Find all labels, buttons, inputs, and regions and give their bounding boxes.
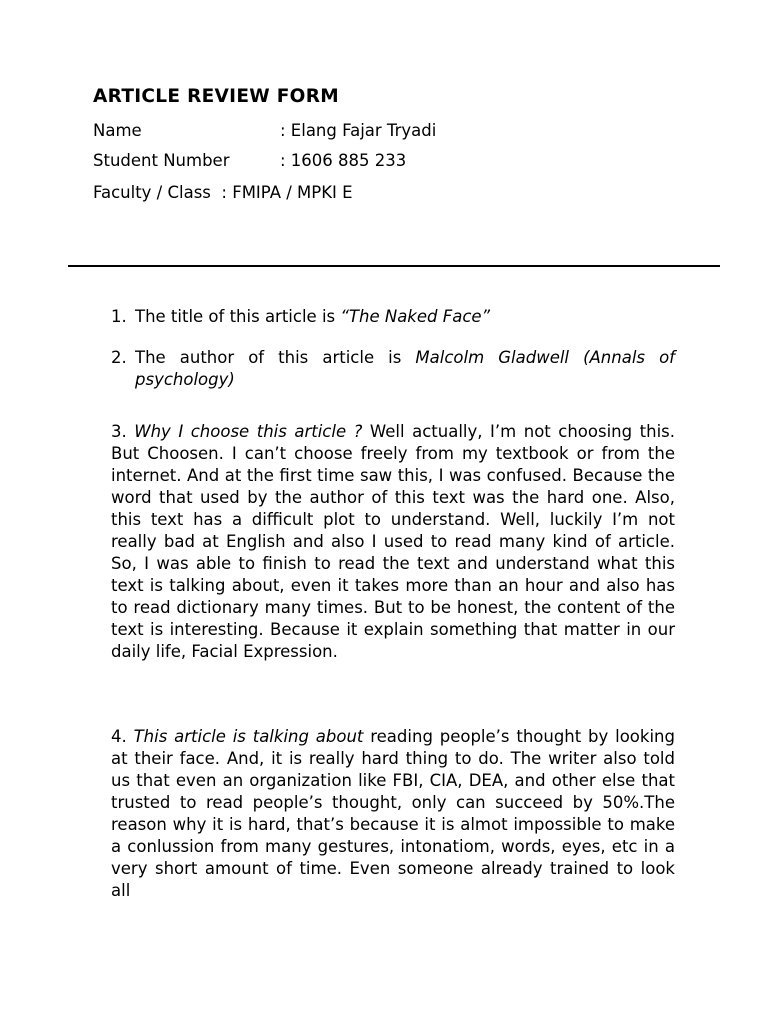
student-number-value: : 1606 885 233 [280, 151, 407, 170]
item-3-number: 3. [111, 422, 135, 441]
item-4-body: reading people’s thought by looking at their face. And, it is really hard thing to do. The writer also told us that even an organization like FBI, CIA, DEA, and other else that trusted to read people’s thought, only can succeed by 50%.The reason why it is hard, that’s because it is almot impossible to make a conlussion from many gestures, intonatiom, words, eyes, etc in a very short amount of time. Even someone already trained to look all [111, 727, 675, 900]
item-1-text: The title of this article is [135, 307, 341, 326]
name-row [93, 121, 436, 140]
item-2 [111, 347, 675, 391]
divider-line [68, 265, 720, 267]
item-3-body: Well actually, I’m not choosing this. But Choosen. I can’t choose freely from my textbook or from the internet. And at the first time saw this, I was confused. Because the word that used by the author of this text was the hard one. Also, this text has a difficult plot to understand. Well, luckily I’m not really bad at English and also I used to read many kind of article. So, I was able to finish to read the text and understand what this text is talking about, even it takes more than an hour and also has to read dictionary many times. But to be honest, the content of the text is interesting. Because it explain something that matter in our daily life, Facial Expression. [111, 422, 675, 661]
student-number-label: Student Number [93, 151, 230, 170]
item-2-number: 2. [111, 348, 127, 367]
name-label: Name [93, 121, 142, 140]
item-1 [111, 306, 675, 328]
item-2-author: Malcolm Gladwell (Annals of psychology) [135, 348, 675, 389]
item-1-number: 1. [111, 307, 127, 326]
item-1-title: “The Naked Face” [340, 307, 491, 326]
item-4-number: 4. [111, 727, 134, 746]
item-2-text: The author of this article is [135, 348, 416, 367]
item-4 [111, 726, 675, 902]
faculty-value: : FMIPA / MPKI E [221, 183, 353, 202]
item-3 [111, 421, 675, 663]
faculty-row [93, 183, 353, 202]
student-number-row [93, 151, 406, 170]
faculty-label: Faculty / Class [93, 183, 211, 202]
form-title: ARTICLE REVIEW FORM [93, 86, 339, 107]
item-3-heading: Why I choose this article ? [134, 422, 363, 441]
item-4-heading: This article is talking about [133, 727, 364, 746]
name-value: : Elang Fajar Tryadi [280, 121, 437, 140]
